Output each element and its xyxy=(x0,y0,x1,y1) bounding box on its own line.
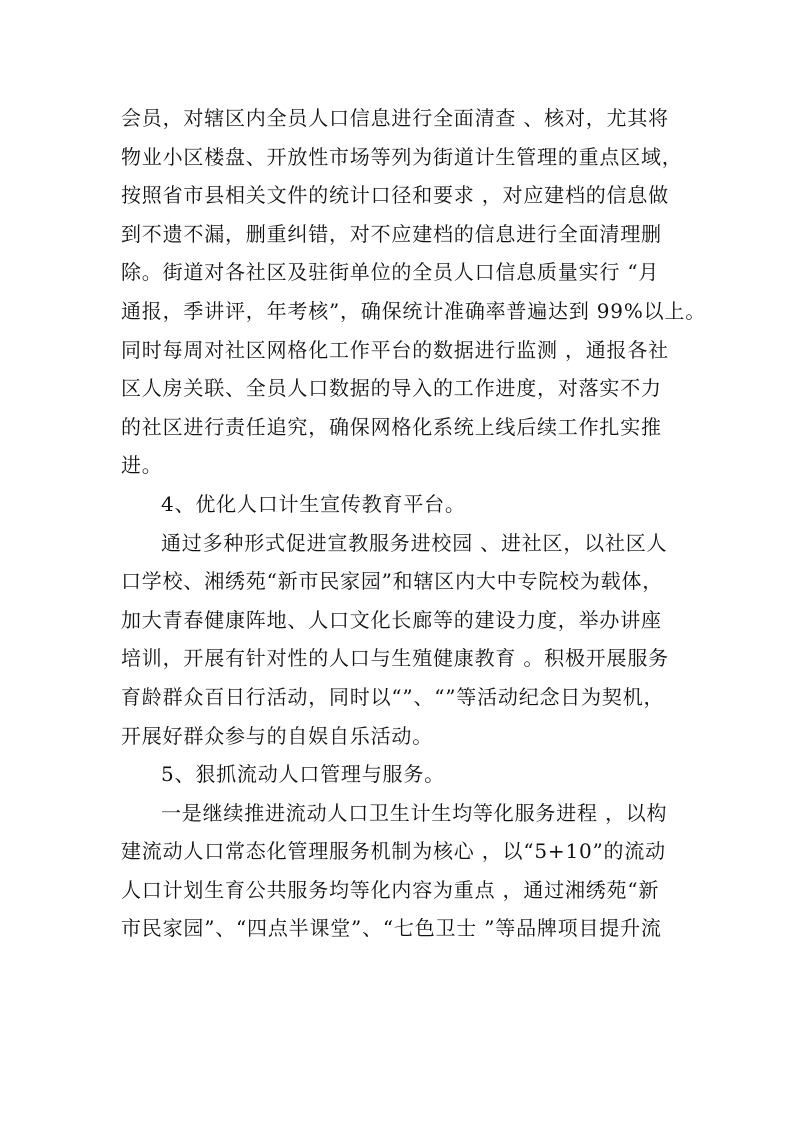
text-line: 除。街道对各社区及驻街单位的全员人口信息质量实行 “月 xyxy=(121,260,660,285)
text-line: 区人房关联、全员人口数据的导入的工作进度，对落实不力 xyxy=(121,376,662,401)
text-line: 育龄群众百日行活动，同时以“”、“”等活动纪念日为契机， xyxy=(121,684,665,709)
text-line: 通过多种形式促进宣教服务进校园 、进社区，以社区人 xyxy=(161,530,668,555)
text-line: 开展好群众参与的自娱自乐活动。 xyxy=(121,723,433,748)
text-line: 按照省市县相关文件的统计口径和要求 ，对应建档的信息做 xyxy=(121,183,669,208)
text-line: 会员，对辖区内全员人口信息进行全面清查 、核对，尤其将 xyxy=(121,106,669,130)
text-line: 一是继续推进流动人口卫生计生均等化服务进程 ，以构 xyxy=(161,800,668,825)
text-line: 4、优化人口计生宣传教育平台。 xyxy=(161,491,466,516)
text-line: 加大青春健康阵地、人口文化长廊等的建设力度，举办讲座 xyxy=(121,607,662,632)
text-line: 建流动人口常态化管理服务机制为核心 ，以“5+10”的流动 xyxy=(121,839,666,864)
text-line: 市民家园”、“四点半课堂”、“七色卫士 ”等品牌项目提升流 xyxy=(121,916,662,941)
text-line: 进。 xyxy=(121,453,163,478)
text-line: 同时每周对社区网格化工作平台的数据进行监测 ，通报各社 xyxy=(121,337,669,362)
text-line: 5、狠抓流动人口管理与服务。 xyxy=(161,762,445,787)
body-text xyxy=(121,99,707,948)
text-line: 通报，季讲评，年考核”，确保统计准确率普遍达到 99%以上。 xyxy=(121,298,707,323)
text-line: 物业小区楼盘、开放性市场等列为街道计生管理的重点区域， xyxy=(121,144,683,169)
text-line: 口学校、湘绣苑“新市民家园”和辖区内大中专院校为载体， xyxy=(121,569,664,594)
text-line: 到不遗不漏，删重纠错，对不应建档的信息进行全面清理删 xyxy=(121,221,662,246)
text-line: 培训，开展有针对性的人口与生殖健康教育 。积极开展服务 xyxy=(121,646,669,671)
text-line: 人口计划生育公共服务均等化内容为重点 ，通过湘绣苑“新 xyxy=(121,877,660,902)
text-line: 的社区进行责任追究，确保网格化系统上线后续工作扎实推 xyxy=(121,414,662,439)
